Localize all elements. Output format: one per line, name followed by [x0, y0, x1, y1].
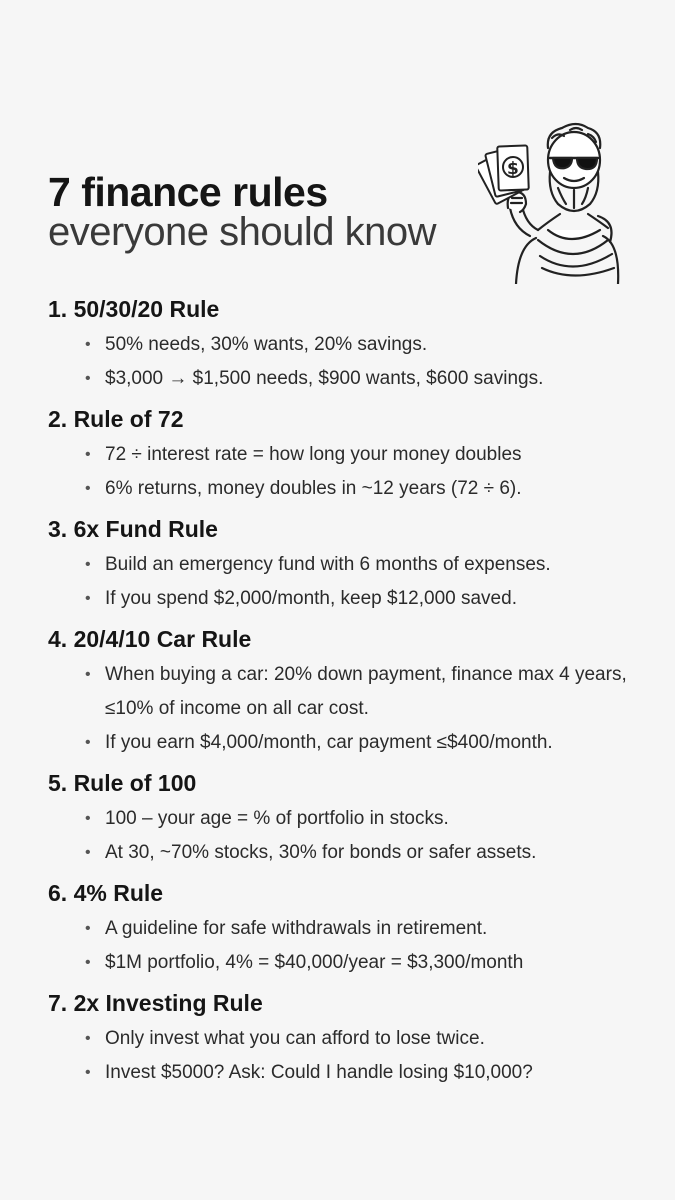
rule-title: 7. 2x Investing Rule — [48, 990, 263, 1016]
rule-bullet: • 50% needs, 30% wants, 20% savings. — [48, 328, 648, 362]
rule-bullets — [48, 438, 648, 506]
rule-bullet: • When buying a car: 20% down payment, finance max 4 years, ≤10% of income on all car cost. — [48, 658, 648, 726]
page-title: 7 finance rules — [48, 169, 328, 216]
rule-title: 3. 6x Fund Rule — [48, 516, 218, 542]
rule-bullets — [48, 548, 648, 616]
rules-list — [48, 290, 648, 1094]
rule-item — [48, 984, 648, 1090]
rule-bullet: • A guideline for safe withdrawals in retirement. — [48, 912, 648, 946]
rule-bullet: • At 30, ~70% stocks, 30% for bonds or safer assets. — [48, 836, 648, 870]
rule-bullet: • Invest $5000? Ask: Could I handle losing $10,000? — [48, 1056, 648, 1090]
rule-bullet: • 6% returns, money doubles in ~12 years (72 ÷ 6). — [48, 472, 648, 506]
rule-bullets — [48, 328, 648, 396]
rule-bullet: • $3,000 → $1,500 needs, $900 wants, $600 savings. — [48, 362, 648, 396]
rule-item — [48, 874, 648, 980]
rule-title: 2. Rule of 72 — [48, 406, 184, 432]
rule-title: 4. 20/4/10 Car Rule — [48, 626, 252, 652]
rule-bullets — [48, 912, 648, 980]
rule-bullet: • Only invest what you can afford to lose twice. — [48, 1022, 648, 1056]
rule-item — [48, 764, 648, 870]
rule-title: 1. 50/30/20 Rule — [48, 296, 220, 322]
rule-title: 6. 4% Rule — [48, 880, 164, 906]
rule-bullets — [48, 658, 648, 760]
rule-bullet: • If you spend $2,000/month, keep $12,000 saved. — [48, 582, 648, 616]
rule-bullets — [48, 802, 648, 870]
rule-item — [48, 620, 648, 760]
rule-bullet: • If you earn $4,000/month, car payment ≤$400/month. — [48, 726, 648, 760]
rule-bullet: • $1M portfolio, 4% = $40,000/year = $3,300/month — [48, 946, 648, 980]
rule-bullet: • 72 ÷ interest rate = how long your money doubles — [48, 438, 648, 472]
svg-text:$: $ — [507, 159, 519, 179]
rule-item — [48, 510, 648, 616]
rule-title: 5. Rule of 100 — [48, 770, 197, 796]
rule-item — [48, 290, 648, 396]
bearded-man-sunglasses-holding-cash-icon — [478, 118, 640, 284]
rule-bullet: • Build an emergency fund with 6 months of expenses. — [48, 548, 648, 582]
rule-bullet: • 100 – your age = % of portfolio in stocks. — [48, 802, 648, 836]
rule-bullets — [48, 1022, 648, 1090]
rule-item — [48, 400, 648, 506]
page-subtitle: everyone should know — [48, 210, 437, 254]
